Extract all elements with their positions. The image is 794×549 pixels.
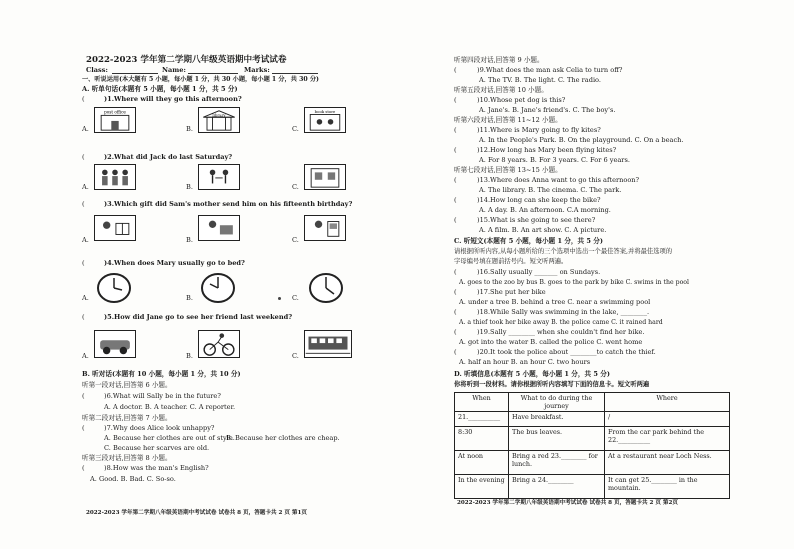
question-8-options: A. Good. B. Bad. C. So-so. [90, 475, 176, 483]
option-image[interactable] [94, 330, 136, 358]
question-7-option-a: A. Because her clothes are out of style. [104, 434, 235, 442]
paren: ( [454, 146, 457, 154]
paren: ( [82, 200, 85, 208]
table-cell: At a restaurant near Loch Ness. [605, 451, 730, 475]
page-footer: 2022-2023 学年第二学期八年级英语期中考试试卷 试卷共 8 页，答题卡共 2 页 第2页 [457, 500, 678, 506]
table-header: When [455, 393, 509, 412]
section-1-heading: 一、听说运用(本大题有 5 小题，每小题 1 分，共 30 小题，每小题 1 分，共 30 分) [82, 76, 319, 83]
dialog-1-instruction: 听第一段对话,回答第 6 小题。 [82, 381, 172, 389]
table-cell[interactable]: 21.__________ [455, 412, 509, 427]
option-c-label: C. [292, 125, 299, 133]
question-18: )18.While Sally was swimming in the lake, ________. [477, 308, 650, 316]
section-c-note-2: 字母编号填在题前括号内。短文听两遍。 [454, 258, 568, 265]
question-9: )9.What does the man ask Celia to turn off? [477, 66, 623, 74]
table-header: Where [605, 393, 730, 412]
question-7-option-c: C. Because her scarves are old. [104, 444, 210, 452]
paren: ( [454, 66, 457, 74]
option-a-label: A. [82, 125, 89, 133]
question-16: )16.Sally usually _______ on Sundays. [477, 268, 601, 276]
dialog-7-instruction: 听第七段对话,回答第 13~15 小题。 [454, 166, 562, 174]
option-b-label: B. [186, 125, 193, 133]
option-image[interactable] [304, 107, 346, 133]
question-4: )4.When does Mary usually go to bed? [104, 259, 245, 267]
option-image[interactable] [198, 215, 240, 241]
paren: ( [454, 348, 457, 356]
paren: ( [454, 196, 457, 204]
option-c-label: C. [292, 294, 299, 302]
option-b-label: B. [186, 183, 193, 191]
question-20-options: A. half an hour B. an hour C. two hours [459, 358, 591, 366]
marks-label: Marks: [244, 66, 270, 74]
paren: ( [454, 268, 457, 276]
table-row [455, 427, 730, 451]
clock-icon[interactable] [308, 272, 344, 304]
question-13-options: A. The library. B. The cinema. C. The park. [479, 186, 622, 194]
question-7: )7.Why does Alice look unhappy? [104, 424, 215, 432]
table-cell: 8:30 [455, 427, 509, 451]
question-19-options: A. got into the water B. called the police C. went home [459, 338, 643, 346]
paren: ( [82, 464, 85, 472]
question-11: )11.Where is Mary going to fly kites? [477, 126, 601, 134]
question-1: )1.Where will they go this afternoon? [104, 95, 242, 103]
dialog-5-instruction: 听第五段对话,回答第 10 小题。 [454, 86, 548, 94]
table-cell: Have breakfast. [509, 412, 605, 427]
question-10-options: A. Jane's. B. Jane's friend's. C. The boy's. [479, 106, 616, 114]
paren: ( [82, 153, 85, 161]
question-17-options: A. under a tree B. behind a tree C. near a swimming pool [459, 298, 651, 306]
question-16-options: A. goes to the zoo by bus B. goes to the park by bike C. swims in the pool [459, 279, 690, 286]
dialog-3-instruction: 听第三段对话,回答第 8 小题。 [82, 454, 172, 462]
section-d-note: 你将听到一段材料。请你根据所听内容填写下面的信息卡。短文听两遍 [454, 381, 650, 388]
paren: ( [454, 96, 457, 104]
section-c-heading: C. 听短文(本题有 5 小题，每小题 1 分，共 5 分) [454, 237, 603, 245]
exam-title: 2022-2023 学年第二学期八年级英语期中考试试卷 [86, 55, 287, 65]
option-image[interactable] [198, 330, 240, 358]
question-13: )13.Where does Anna want to go this afternoon? [477, 176, 640, 184]
table-row [455, 412, 730, 427]
table-cell[interactable]: It can get 25.________ in the mountain. [605, 475, 730, 499]
option-a-label: A. [82, 352, 89, 360]
question-19: )19.Sally ________ when she couldn't find her bike. [477, 328, 645, 336]
option-c-label: C. [292, 183, 299, 191]
question-3: )3.Which gift did Sam's mother send him on his fifteenth birthday? [104, 200, 353, 208]
question-15-options: A. A film. B. An art show. C. A picture. [479, 226, 607, 234]
class-blank[interactable] [112, 73, 158, 74]
table-row [455, 451, 730, 475]
option-image[interactable] [198, 107, 240, 133]
table-header: What to do during the journey [509, 393, 605, 412]
dialog-6-instruction: 听第六段对话,回答第 11~12 小题。 [454, 116, 562, 124]
question-8: )8.How was the man's English? [104, 464, 209, 472]
question-6: )6.What will Sally be in the future? [104, 392, 221, 400]
option-c-label: C. [292, 352, 299, 360]
question-15: )15.What is she going to see there? [477, 216, 596, 224]
paren: ( [82, 259, 85, 267]
question-12: )12.How long has Mary been flying kites? [477, 146, 617, 154]
dialog-2-instruction: 听第二段对话,回答第 7 小题。 [82, 414, 172, 422]
right-page [397, 0, 794, 549]
option-image[interactable] [94, 107, 136, 133]
question-10: )10.Whose pet dog is this? [477, 96, 566, 104]
table-cell: The bus leaves. [509, 427, 605, 451]
marks-blank[interactable] [272, 73, 318, 74]
question-12-options: A. For 8 years. B. For 3 years. C. For 6 years. [479, 156, 630, 164]
option-c-label: C. [292, 236, 299, 244]
question-20: )20.It took the police about ________to catch the thief. [477, 348, 656, 356]
post-office-label: post office [104, 109, 126, 115]
paren: ( [454, 328, 457, 336]
section-b-heading: B. 听对话(本题有 10 小题，每小题 1 分，共 10 分) [82, 370, 241, 378]
table-cell: At noon [455, 451, 509, 475]
question-5: )5.How did Jane go to see her friend last weekend? [104, 313, 293, 321]
option-a-label: A. [82, 183, 89, 191]
option-a-label: A. [82, 236, 89, 244]
option-b-label: B. [186, 294, 193, 302]
table-header-row [455, 393, 730, 412]
name-label: Name: [162, 66, 186, 74]
page-footer: 2022-2023 学年第二学期八年级英语期中考试试卷 试卷共 8 页，答题卡共 2 页 第1页 [86, 510, 307, 516]
paren: ( [82, 95, 85, 103]
paren: ( [82, 424, 85, 432]
question-11-options: A. In the People's Park. B. On the playground. C. On a beach. [479, 136, 684, 144]
question-17: )17.She put her bike [477, 288, 546, 296]
paren: ( [82, 392, 85, 400]
book-store-label: book store [314, 109, 336, 115]
table-cell[interactable]: Bring a 24.________ [509, 475, 605, 499]
table-cell[interactable]: From the car park behind the 22.__________ [605, 427, 730, 451]
paren: ( [82, 313, 85, 321]
paren: ( [454, 176, 457, 184]
info-card-table [454, 392, 730, 499]
paren: ( [454, 308, 457, 316]
paren: ( [454, 216, 457, 224]
name-blank[interactable] [188, 73, 238, 74]
library-label: library [212, 112, 226, 118]
option-image[interactable] [304, 164, 346, 190]
paren: ( [454, 126, 457, 134]
option-image[interactable] [304, 330, 352, 358]
clock-icon[interactable] [96, 272, 132, 304]
question-9-options: A. The TV. B. The light. C. The radio. [479, 76, 602, 84]
table-cell: In the evening [455, 475, 509, 499]
question-6-options: A. A doctor. B. A teacher. C. A reporter. [104, 403, 236, 411]
class-label: Class: [86, 66, 108, 74]
option-image[interactable] [198, 164, 240, 190]
clock-icon[interactable] [200, 272, 236, 304]
question-2: )2.What did Jack do last Saturday? [104, 153, 233, 161]
section-a-heading: A. 听单句话(本题有 5 小题，每小题 1 分，共 5 分) [82, 85, 238, 93]
question-7-option-b: B. Because her clothes are cheap. [226, 434, 340, 442]
section-d-heading: D. 听填信息(本题有 5 小题，每小题 1 分，共 5 分) [454, 370, 610, 378]
question-18-options: A. a thief took her bike away B. the police came C. it rained hard [459, 319, 663, 326]
section-c-note-1: 请根据所听内容,从每小题所给的三个选项中选出一个最佳答案,并将最佳选项的 [454, 248, 673, 255]
dialog-4-instruction: 听第四段对话,回答第 9 小题。 [454, 56, 544, 64]
table-row [455, 475, 730, 499]
option-b-label: B. [186, 352, 193, 360]
question-14: )14.How long can she keep the bike? [477, 196, 601, 204]
scan-mark [278, 297, 281, 300]
option-image[interactable] [94, 164, 136, 190]
option-b-label: B. [186, 236, 193, 244]
option-a-label: A. [82, 294, 89, 302]
table-cell: / [605, 412, 730, 427]
option-image[interactable] [304, 215, 346, 241]
table-cell[interactable]: Bring a red 23.________ for lunch. [509, 451, 605, 475]
option-image[interactable] [94, 215, 136, 241]
paren: ( [454, 288, 457, 296]
question-14-options: A. A day. B. An afternoon. C.A morning. [479, 206, 611, 214]
